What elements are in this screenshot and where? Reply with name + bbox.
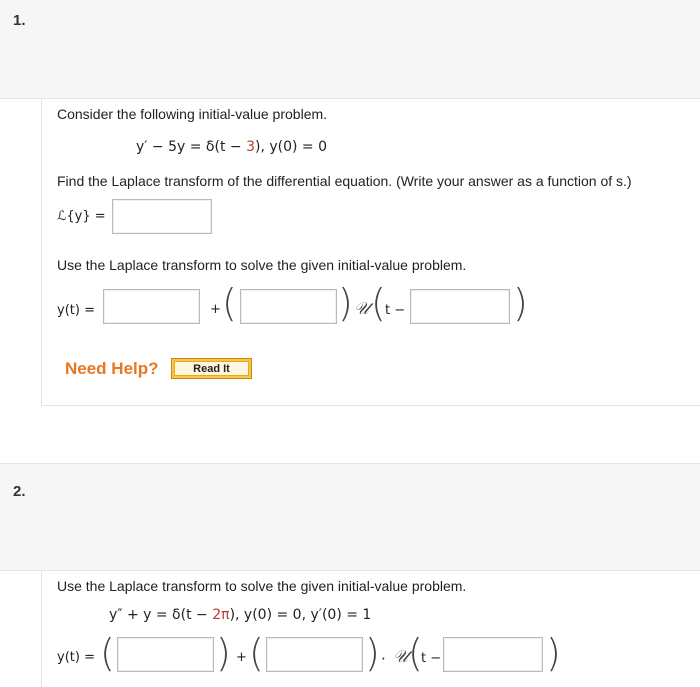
divider	[41, 405, 700, 406]
q1-equation-part1: y′ − 5y = δ(t −	[136, 139, 247, 155]
q1-step-right-paren: )	[513, 281, 528, 325]
question-1-number: 1.	[13, 12, 26, 29]
q1-left-paren: (	[222, 281, 237, 325]
q1-shift-input[interactable]	[410, 289, 510, 324]
q1-right-paren: )	[338, 281, 353, 325]
divider	[0, 463, 700, 464]
q1-solve-prompt: Use the Laplace transform to solve the given initial-value problem.	[57, 257, 467, 273]
q1-t-minus: t −	[385, 303, 406, 318]
need-help-label: Need Help?	[65, 359, 159, 378]
q2-shift-input[interactable]	[443, 637, 543, 672]
q2-solution-label: y(t) =	[57, 650, 95, 665]
q1-equation-part2: ), y(0) = 0	[255, 139, 328, 155]
q2-right-paren-2: )	[365, 631, 380, 675]
q2-step-right-paren: )	[546, 631, 561, 675]
q2-step-left-paren: (	[408, 631, 423, 675]
q1-laplace-prompt: Find the Laplace transform of the differential equation. (Write your answer as a function of s.)	[57, 173, 632, 189]
q2-equation-part2: ), y(0) = 0, y′(0) = 1	[229, 607, 372, 623]
q2-step-function-symbol: 𝒰	[393, 647, 409, 667]
q1-solution-input-1[interactable]	[103, 289, 200, 324]
q1-plus-sign: +	[210, 302, 221, 317]
q2-solve-prompt: Use the Laplace transform to solve the given initial-value problem.	[57, 578, 467, 594]
q1-step-function-symbol: 𝒰	[354, 299, 370, 319]
question-2-number: 2.	[13, 483, 26, 500]
question-2-header	[0, 463, 700, 570]
q2-t-minus: t −	[421, 651, 442, 666]
q2-dot: ·	[381, 650, 386, 668]
q1-equation-shift: 3	[246, 139, 255, 155]
q2-solution-input-2[interactable]	[266, 637, 363, 672]
q2-left-paren-2: (	[249, 631, 264, 675]
q2-plus-sign: +	[236, 650, 247, 665]
q2-equation-shift: 2π	[212, 607, 230, 623]
read-it-button[interactable]	[171, 358, 252, 379]
q1-solution-input-2[interactable]	[240, 289, 337, 324]
q1-intro-text: Consider the following initial-value problem.	[57, 106, 328, 122]
q1-solution-label: y(t) =	[57, 303, 95, 318]
q1-step-left-paren: (	[371, 281, 386, 325]
q1-laplace-label: ℒ{y} =	[57, 209, 106, 224]
q2-right-paren-1: )	[216, 631, 231, 675]
q2-equation	[109, 607, 371, 623]
q2-solution-input-1[interactable]	[117, 637, 214, 672]
q2-left-paren-1: (	[100, 631, 115, 675]
q1-equation	[136, 139, 327, 155]
q2-equation-part1: y″ + y = δ(t −	[109, 607, 213, 623]
q1-laplace-input[interactable]	[112, 199, 212, 234]
read-it-label: Read It	[174, 361, 249, 376]
question-1-header	[0, 0, 700, 98]
